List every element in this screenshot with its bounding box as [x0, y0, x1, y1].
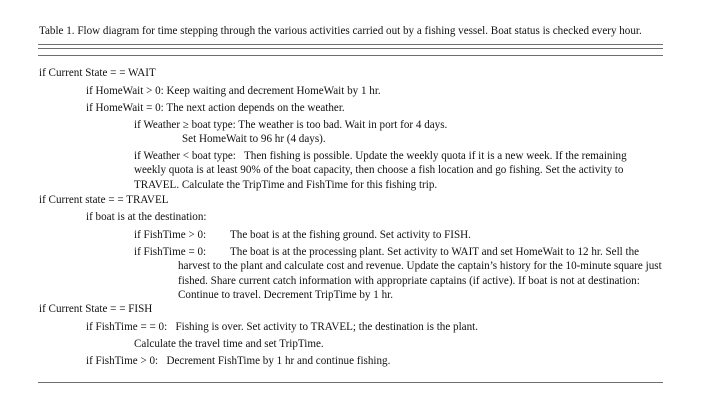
- fish-fishtime-zero-label: if FishTime = = 0:: [86, 321, 168, 333]
- travel-fishtime-positive-label: if FishTime > 0:: [134, 229, 207, 241]
- homewait-positive-rule: if HomeWait > 0: Keep waiting and decrement HomeWait by 1 hr.: [86, 85, 381, 97]
- bottom-rule: [38, 382, 663, 383]
- fish-fishtime-positive-rule: [86, 354, 390, 368]
- fish-fishtime-zero-rule: [86, 320, 478, 334]
- weather-good-rule: [134, 149, 634, 192]
- travel-fishtime-positive-text: The boat is at the fishing ground. Set activity to FISH.: [230, 229, 471, 241]
- travel-fishtime-zero-label: if FishTime = 0:: [134, 246, 207, 258]
- table-caption: Table 1. Flow diagram for time stepping through the various activities carried out by a fishing vessel. Boat status is checked every hour.: [39, 25, 642, 37]
- fish-state-condition: if Current State = = FISH: [39, 303, 153, 315]
- set-homewait-rule: Set HomeWait to 96 hr (4 days).: [182, 133, 326, 145]
- wait-state-condition: if Current State = = WAIT: [39, 67, 156, 79]
- fish-fishtime-positive-label: if FishTime > 0:: [86, 355, 159, 367]
- weather-good-text: Then fishing is possible. Update the weekly quota if it is a new week. If the remaining weekly quota is at least 90% of the boat capacity, then choose a fish location and go fishing. Set the activity to TRAVEL. Calculate the TripTime and FishTime for this fishing trip.: [134, 150, 627, 191]
- weather-good-label: if Weather < boat type:: [134, 150, 236, 162]
- calculate-travel-time-rule: Calculate the travel time and set TripTime.: [134, 338, 324, 350]
- fish-fishtime-zero-text: Fishing is over. Set activity to TRAVEL; the destination is the plant.: [175, 321, 478, 333]
- travel-state-condition: if Current state = = TRAVEL: [39, 194, 169, 206]
- homewait-zero-rule: if HomeWait = 0: The next action depends on the weather.: [86, 102, 345, 114]
- travel-fishtime-zero-rule: [134, 245, 670, 302]
- travel-fishtime-zero-text: The boat is at the processing plant. Set activity to WAIT and set HomeWait to 12 hr. Sell the harvest to the plant and calculate cost and revenue. Update the captain’s history for the 10-minute square just fished. Share current catch information with appropriate captains (if active). If boat is not at destination: Continue to travel. Decrement TripTime by 1 hr.: [178, 246, 662, 301]
- header-rule: [38, 55, 663, 56]
- fish-fishtime-positive-text: Decrement FishTime by 1 hr and continue fishing.: [166, 355, 391, 367]
- top-rule-double: [38, 48, 663, 49]
- weather-bad-rule: if Weather ≥ boat type: The weather is too bad. Wait in port for 4 days.: [134, 119, 448, 131]
- top-rule: [38, 44, 663, 45]
- travel-fishtime-positive-rule: [134, 228, 471, 242]
- at-destination-rule: if boat is at the destination:: [86, 211, 207, 223]
